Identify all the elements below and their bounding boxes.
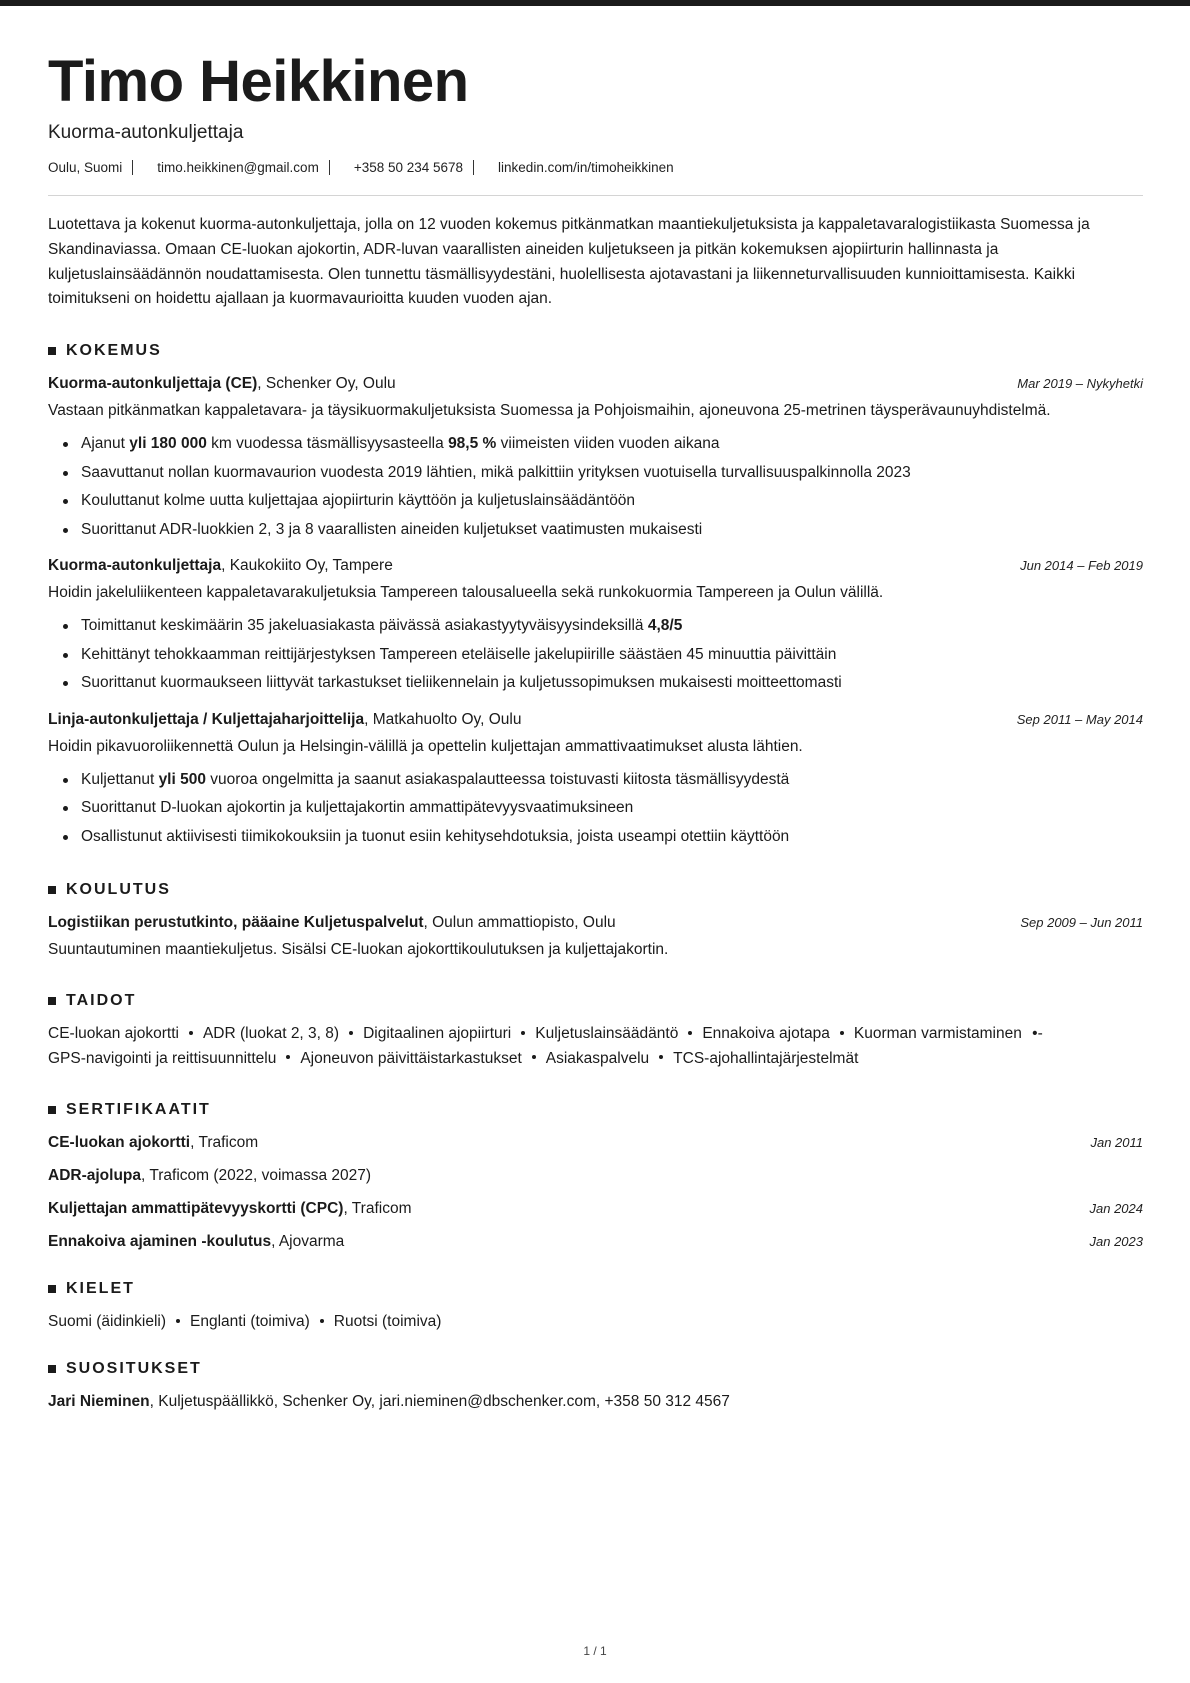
education-title-line: Logistiikan perustutkinto, pääaine Kuljetuspalvelut, Oulun ammattiopisto, Oulu <box>48 914 616 932</box>
job-date: Mar 2019 – Nykyhetki <box>1017 376 1143 392</box>
job-entry <box>48 372 1143 544</box>
section-square-icon <box>48 347 56 355</box>
contact-email[interactable]: timo.heikkinen@gmail.com <box>157 160 319 175</box>
language-item: Ruotsi (toimiva) <box>333 1313 442 1331</box>
education-date: Sep 2009 – Jun 2011 <box>1020 915 1143 931</box>
job-description: Hoidin pikavuoroliikennettä Oulun ja Helsingin-välillä ja opettelin kuljettajan ammattivaatimukset alusta lähtien. <box>48 737 803 755</box>
candidate-name: Timo Heikkinen <box>48 49 469 114</box>
certification-item: ADR-ajolupa, Traficom (2022, voimassa 2027) <box>48 1167 372 1185</box>
section-square-icon <box>48 886 56 894</box>
section-square-icon <box>48 1285 56 1293</box>
section-heading-languages: KIELET <box>48 1278 1143 1300</box>
job-achievements <box>48 612 1143 698</box>
list-item: Osallistunut aktiivisesti tiimikokouksiin ja tuonut esiin kehitysehdotuksia, joista useampi otettiin käyttöön <box>48 823 1143 852</box>
skill-item: ADR (luokat 2, 3, 8) <box>202 1025 340 1043</box>
language-item: Suomi (äidinkieli) <box>48 1313 167 1331</box>
contact-location: Oulu, Suomi <box>48 160 123 175</box>
education-description: Suuntautuminen maantiekuljetus. Sisälsi CE-luokan ajokorttikoulutuksen ja kuljettajakortin. <box>48 941 669 959</box>
skill-item: GPS-navigointi ja reittisuunnittelu <box>48 1049 277 1067</box>
list-item: Saavuttanut nollan kuormavaurion vuodesta 2019 lähtien, mikä palkittiin yrityksen vuotuisella turvallisuuspalkinnolla 2023 <box>48 459 1143 488</box>
reference-details: , Kuljetuspäällikkö, Schenker Oy, jari.nieminen@dbschenker.com, +358 50 312 4567 <box>149 1393 730 1411</box>
contact-line <box>48 160 1143 175</box>
header-divider <box>48 195 1143 196</box>
reference-entry <box>48 1390 1143 1414</box>
job-date: Jun 2014 – Feb 2019 <box>1020 558 1143 574</box>
list-item: Kehittänyt tehokkaamman reittijärjestyksen Tampereen eteläiselle jakelupiirille säästäen 45 minuuttia päivittäin <box>48 641 1143 670</box>
skill-item: Asiakaspalvelu <box>545 1049 650 1067</box>
job-title-line: Linja-autonkuljettaja / Kuljettajaharjoittelija, Matkahuolto Oy, Oulu <box>48 710 522 728</box>
resume-page <box>48 46 1143 1414</box>
contact-divider <box>473 160 474 175</box>
skill-item: Digitaalinen ajopiirturi <box>363 1025 512 1043</box>
list-item: Kuljettanut yli 500 vuoroa ongelmitta ja saanut asiakaspalautteessa toistuvasti kiitosta täsmällisyydestä <box>48 766 1143 795</box>
job-description: Hoidin jakeluliikenteen kappaletavarakuljetuksia Tampereen talousalueella sekä runkokuormia Tampereen ja Oulun välillä. <box>48 584 884 602</box>
section-heading-skills: TAIDOT <box>48 990 1143 1012</box>
section-square-icon <box>48 1106 56 1114</box>
section-heading-experience: KOKEMUS <box>48 340 1143 362</box>
certification-item: CE-luokan ajokortti, Traficom Jan 2011 <box>48 1126 1143 1159</box>
job-title-line: Kuorma-autonkuljettaja (CE), Schenker Oy, Oulu <box>48 375 396 393</box>
skill-separator: •- <box>1032 1025 1043 1043</box>
job-description: Vastaan pitkänmatkan kappaletavara- ja täysikuormakuljetuksista Suomessa ja Pohjoismaihin, ajoneuvona 25-metrinen täysperävaunuyhdistelmä. <box>48 402 1051 420</box>
list-item: Ajanut yli 180 000 km vuodessa täsmällisyysasteella 98,5 % viimeisten viiden vuoden aikana <box>48 430 1143 459</box>
certification-item: Kuljettajan ammattipätevyyskortti (CPC), Traficom Jan 2024 <box>48 1192 1143 1225</box>
skill-item: Ajoneuvon päivittäistarkastukset <box>300 1049 522 1067</box>
skill-item: TCS-ajohallintajärjestelmät <box>673 1049 859 1067</box>
section-square-icon <box>48 997 56 1005</box>
candidate-role: Kuorma-autonkuljettaja <box>48 122 244 143</box>
list-item: Suorittanut D-luokan ajokortin ja kuljettajakortin ammattipätevyysvaatimuksineen <box>48 794 1143 823</box>
skills-line <box>48 1047 1143 1072</box>
section-heading-education: KOULUTUS <box>48 879 1143 901</box>
contact-divider <box>329 160 330 175</box>
skill-item: Kuljetuslainsäädäntö <box>535 1025 679 1043</box>
list-item: Kouluttanut kolme uutta kuljettajaa ajopiirturin käyttöön ja kuljetuslainsäädäntöön <box>48 487 1143 516</box>
job-title-line: Kuorma-autonkuljettaja, Kaukokiito Oy, Tampere <box>48 557 393 575</box>
page-number: 1 / 1 <box>583 1644 607 1658</box>
section-heading-references: SUOSITUKSET <box>48 1358 1143 1380</box>
certification-item: Ennakoiva ajaminen -koulutus, Ajovarma Jan 2023 <box>48 1225 1143 1258</box>
profile-summary: Luotettava ja kokenut kuorma-autonkuljettaja, jolla on 12 vuoden kokemus pitkänmatkan maantiekuljetuksista ja kappaletavaralogistiikasta Suomessa ja Skandinaviassa. Omaan CE-luokan ajokortin, ADR-luvan vaarallisten aineiden kuljetukseen ja pitkän kokemuksen ajopiirturin hallinnasta ja kuljetuslainsäädännön noudattamisesta. Olen tunnettu täsmällisyydestäni, huolellisesta ajotavastani ja liikenneturvallisuuden kunnioittamisesta. Kaikki toimitukseni on hoidettu ajallaan ja kuormavaurioitta kuuden vuoden ajan. <box>48 216 1090 308</box>
skills-line <box>48 1022 1143 1047</box>
certification-date: Jan 2011 <box>1090 1135 1143 1151</box>
section-heading-certifications: SERTIFIKAATIT <box>48 1099 1143 1121</box>
contact-linkedin[interactable]: linkedin.com/in/timoheikkinen <box>498 160 674 175</box>
skill-item: CE-luokan ajokortti <box>48 1025 179 1043</box>
reference-name: Jari Nieminen <box>48 1393 150 1411</box>
job-date: Sep 2011 – May 2014 <box>1016 711 1143 727</box>
list-item: Suorittanut kuormaukseen liittyvät tarkastukset tieliikennelain ja kuljetussopimuksen mukaisesti moitteettomasti <box>48 669 1143 698</box>
job-entry <box>48 554 1143 698</box>
contact-divider <box>132 160 133 175</box>
list-item: Suorittanut ADR-luokkien 2, 3 ja 8 vaarallisten aineiden kuljetukset vaatimusten mukaisesti <box>48 516 1143 545</box>
contact-phone[interactable]: +358 50 234 5678 <box>353 160 464 175</box>
skills-list <box>48 1022 1143 1071</box>
languages-list <box>48 1310 1143 1334</box>
job-achievements <box>48 430 1143 544</box>
language-item: Englanti (toimiva) <box>190 1313 310 1331</box>
section-square-icon <box>48 1365 56 1373</box>
top-bar <box>0 0 1190 6</box>
job-entry <box>48 708 1143 852</box>
certification-date: Jan 2023 <box>1089 1234 1143 1250</box>
certifications-list <box>48 1126 1143 1258</box>
education-entry <box>48 911 1143 962</box>
skill-item: Kuorman varmistaminen <box>853 1025 1022 1043</box>
job-achievements <box>48 766 1143 852</box>
skill-item: Ennakoiva ajotapa <box>702 1025 830 1043</box>
certification-date: Jan 2024 <box>1089 1201 1143 1217</box>
list-item: Toimittanut keskimäärin 35 jakeluasiakasta päivässä asiakastyytyväisyysindeksillä 4,8/5 <box>48 612 1143 641</box>
